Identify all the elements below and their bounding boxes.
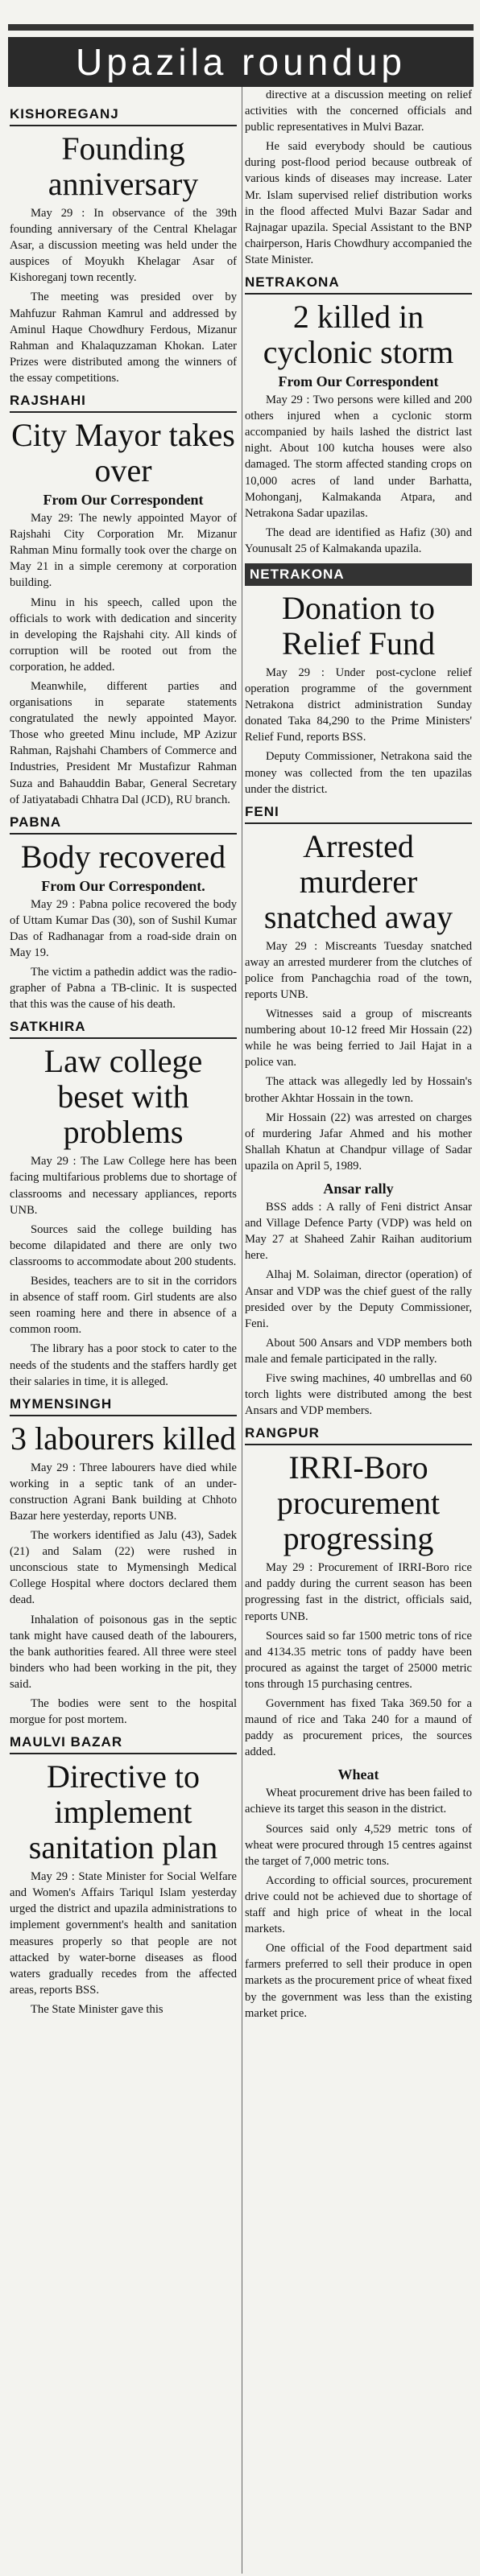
article-paragraph: Mir Hossain (22) was arrested on charges of murdering Jafar Ahmed and his mother Shallah Khatun at Chandpur village of Sadar upazila on April 5, 1989.: [245, 1111, 472, 1173]
section-header: MAULVI BAZAR: [10, 1734, 237, 1754]
article-paragraph: Besides, teachers are to sit in the corridors in absence of staff room. Girl students are also seen roaming here and there in absence of a common room.: [10, 1275, 237, 1337]
article-paragraph: May 29: The newly appointed Mayor of Rajshahi City Corporation Mr. Mizanur Rahman Minu formally took over the charge on May 21 in a simple ceremony at corporation building.: [10, 512, 237, 590]
article-paragraph: directive at a discussion meeting on relief activities with the concerned officials and public representatives in Mulvi Bazar.: [245, 89, 472, 134]
article-headline: City Mayor takes over: [11, 417, 235, 489]
article-paragraph: The bodies were sent to the hospital morgue for post mortem.: [10, 1697, 237, 1727]
right-column: [245, 87, 472, 2025]
article-paragraph: Five swing machines, 40 umbrellas and 60 torch lights were distributed among the best Ansars and VDP members.: [245, 1371, 472, 1418]
article-paragraph: Deputy Commissioner, Netrakona said the money was collected from the ten upazilas under the district.: [245, 750, 472, 796]
article-paragraph: About 500 Ansars and VDP members both male and female participated in the rally.: [245, 1336, 472, 1366]
article-paragraph: May 29 : Procurement of IRRI-Boro rice and paddy during the current season has been progressing fast in the district, officials said, reports UNB.: [245, 1561, 472, 1623]
article-paragraph: May 29 : Two persons were killed and 200 others injured when a cyclonic storm accompanied by hails lashed the district last night. About 100 kutcha houses were also damaged. The storm affected standing crops on 10,000 acres of land under Barhatta, Mohonganj, Kalmakanda Atpara, and Netrakona Sadar upazilas.: [245, 394, 472, 520]
article-paragraph: May 29 : Miscreants Tuesday snatched away an arrested murderer from the clutches of police from Panchagchia road of the town, reports UNB.: [245, 939, 472, 1001]
article-byline: From Our Correspondent: [43, 492, 204, 509]
subsection-heading: Ansar rally: [323, 1181, 394, 1197]
article-paragraph: May 29 : Under post-cyclone relief operation programme of the government Netrakona district administration Sunday donated Taka 84,290 to the Prime Ministers' Relief Fund, reports BSS.: [245, 666, 472, 744]
article-paragraph: Meanwhile, different parties and organisations in separate statements congratulated the newly appointed Mayor. Those who greeted Minu include, MP Azizur Rahman, Rajshahi Chambers of Commerce and Industries, President Mr Mustafizur Rahman Suza and Bahauddin Babar, General Secretary of Jatiyatabadi Chhatra Dal (JCD), RU branch.: [10, 679, 237, 806]
article-paragraph: The victim a pathedin addict was the radio-grapher of Pabna a TB-clinic. It is suspected that this was the cause of his death.: [10, 966, 237, 1012]
article-headline: Arrested murderer snatched away: [263, 827, 453, 935]
article-paragraph: Sources said only 4,529 metric tons of wheat were procured through 15 centres against the target of 7,000 metric tons.: [245, 1822, 472, 1868]
article-paragraph: The State Minister gave this: [31, 2002, 163, 2016]
article-headline: Founding anniversary: [48, 130, 199, 202]
article-paragraph: May 29 : Three labourers have died while working in a septic tank of an under-construction Agrani Bank building at Chhoto Bazar here yesterday, reports UNB.: [10, 1461, 237, 1523]
section-header: MYMENSINGH: [10, 1396, 237, 1416]
article-paragraph: Inhalation of poisonous gas in the septic tank might have caused death of the labourers, the bank authorities feared. All three were steel binders who had been working in the pit, they said.: [10, 1613, 237, 1691]
top-rule: [8, 24, 474, 31]
article-byline: From Our Correspondent.: [41, 877, 205, 894]
article-paragraph: Minu in his speech, called upon the officials to work with dedication and sincerity in developing the Rajshahi city. All kinds of corruption will be rooted out from the corporation, he added.: [10, 596, 237, 674]
article-byline: From Our Correspondent: [278, 373, 439, 390]
article-paragraph: The library has a poor stock to cater to the needs of the students and the staffers hardly get their salaries in time, it is alleged.: [10, 1342, 237, 1388]
section-header: KISHOREGANJ: [10, 106, 237, 126]
article-headline: Body recovered: [20, 838, 226, 875]
article-paragraph: Sources said the college building has become dilapidated and there are only two classrooms to accommodate about 200 students.: [10, 1222, 237, 1268]
section-header: PABNA: [10, 814, 237, 835]
article-headline: Donation to Relief Fund: [282, 589, 435, 662]
article-paragraph: May 29 : Pabna police recovered the body of Uttam Kumar Das (30), son of Sushil Kumar Das of Radhanagar from a road-side drain on May 19.: [10, 897, 237, 959]
article-paragraph: The meeting was presided over by Mahfuzur Rahman Kamrul and addressed by Aminul Haque Chowdhury Ferdous, Mizanur Rahman and Khalaquzzaman Khokan. Later Prizes were distributed among the winners of the essay competitions.: [10, 291, 237, 385]
section-header: NETRAKONA: [245, 274, 472, 295]
section-header: FENI: [245, 804, 472, 824]
article-headline: 2 killed in cyclonic storm: [263, 299, 454, 371]
section-header: RANGPUR: [245, 1425, 472, 1445]
section-header: SATKHIRA: [10, 1019, 237, 1039]
section-header: NETRAKONA: [245, 563, 472, 586]
article-paragraph: Sources said so far 1500 metric tons of rice and 4134.35 metric tons of paddy have been procured as against the target of 25000 metric tons through 15 purchasing centres.: [245, 1629, 472, 1691]
article-paragraph: May 29 : The Law College here has been facing multifarious problems due to shortage of classrooms and necessary appliances, reports UNB.: [10, 1155, 237, 1217]
article-paragraph: The attack was allegedly led by Hossain's brother Akhtar Hossain in the town.: [245, 1075, 472, 1105]
article-paragraph: May 29 : In observance of the 39th founding anniversary of the Central Khelagar Asar, a discussion meeting was held under the auspices of Moyukh Khelagar Asar of Kishoreganj town recently.: [10, 207, 237, 285]
article-paragraph: According to official sources, procurement drive could not be achieved due to shortage of staff and high price of wheat in the local markets.: [245, 1873, 472, 1936]
article-paragraph: Wheat procurement drive has been failed to achieve its target this season in the district.: [245, 1787, 472, 1816]
article-paragraph: He said everybody should be cautious during post-flood period because outbreak of various kinds of diseases may increase. Later Mr. Islam supervised relief distribution works in the flood affected Mulvi Bazar Sadar and Rajnagar upazila. Special Assistant to the BNP chairperson, Haris Chowdhury accompanied the State Minister.: [245, 140, 472, 266]
left-column: [10, 100, 237, 2021]
article-headline: 3 labourers killed: [10, 1420, 236, 1457]
article-headline: Law college beset with problems: [43, 1043, 203, 1151]
article-paragraph: Government has fixed Taka 369.50 for a maund of rice and Taka 240 for a maund of paddy as procurement prices, the sources added.: [245, 1697, 472, 1759]
subsection-heading: Wheat: [337, 1766, 379, 1783]
article-paragraph: The workers identified as Jalu (43), Sadek (21) and Salam (22) were rushed in unconscious state to Mymensingh Medical College Hospital where doctors declared them dead.: [10, 1529, 237, 1607]
article-paragraph: One official of the Food department said farmers preferred to sell their produce in open markets as the procurement price of wheat fixed by the government was less than the existing market price.: [245, 1942, 472, 2020]
article-paragraph: May 29 : State Minister for Social Welfare and Women's Affairs Tariqul Islam yesterday urged the district and upazila administrations to implement government's health and sanitation measures properly so that people are not attacked by water-borne diseases as flood waters gradually recedes from the affected areas, reports BSS.: [10, 1870, 237, 1997]
section-header: RAJSHAHI: [10, 393, 237, 413]
article-paragraph: Alhaj M. Solaiman, director (operation) of Ansar and VDP was the chief guest of the rally presided over by the Deputy Commissioner, Feni.: [245, 1268, 472, 1330]
article-paragraph: Witnesses said a group of miscreants numbering about 10-12 freed Mir Hossain (22) while he was being ferried to Jail Hajat in a police van.: [245, 1008, 472, 1070]
page-banner: Upazila roundup: [8, 37, 474, 87]
article-paragraph: BSS adds : A rally of Feni district Ansar and Village Defence Party (VDP) was held on May 27 at Shaheed Zahir Raihan auditorium here.: [245, 1201, 472, 1263]
article-headline: Directive to implement sanitation plan: [28, 1758, 218, 1866]
article-headline: IRRI-Boro procurement progressing: [276, 1449, 441, 1557]
article-paragraph: The dead are identified as Hafiz (30) and Younusalt 25 of Kalmakanda upazila.: [245, 526, 472, 555]
